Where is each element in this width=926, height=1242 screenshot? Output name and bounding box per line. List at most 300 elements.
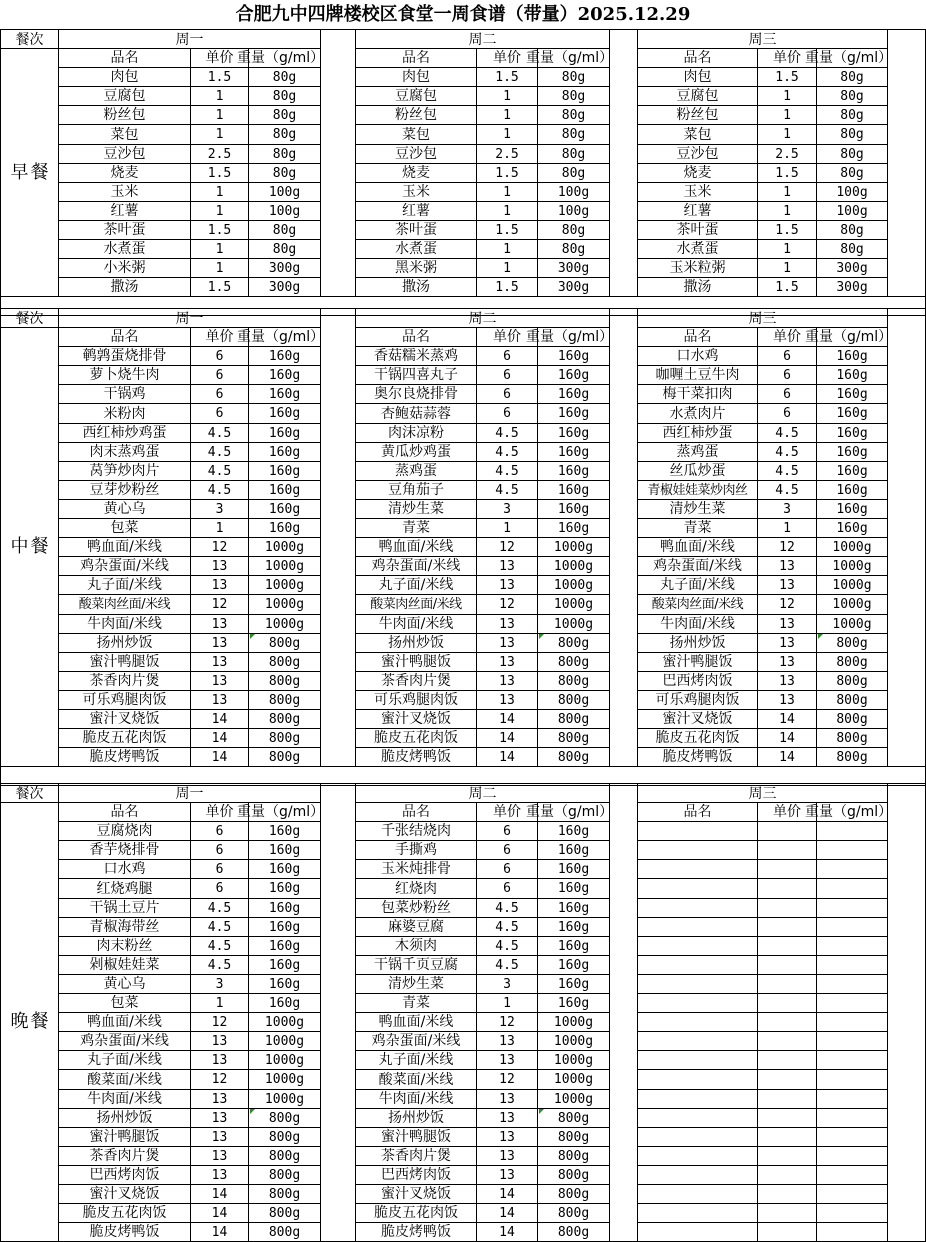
- dish-name: 红薯: [638, 202, 758, 221]
- dish-qty: 1000g: [538, 557, 610, 576]
- dish-name: 粉丝包: [638, 106, 758, 125]
- meal-col-header: 餐次: [0, 308, 59, 328]
- dish-name: [638, 860, 758, 879]
- dish-qty: 80g: [538, 106, 610, 125]
- dish-name: 黄心乌: [59, 975, 191, 994]
- dish-qty: 80g: [538, 164, 610, 183]
- dish-qty: 300g: [817, 259, 888, 278]
- dish-name: 脆皮烤鸭饭: [59, 1223, 191, 1242]
- dish-price: 14: [758, 710, 817, 729]
- dish-name: 鸡杂蛋面/米线: [356, 557, 477, 576]
- dish-name: 丸子面/米线: [356, 1051, 477, 1070]
- dish-qty: 1000g: [249, 1090, 321, 1109]
- dish-price: [758, 1128, 817, 1147]
- dish-name: 蒸鸡蛋: [638, 443, 758, 462]
- dish-qty: 1000g: [249, 1032, 321, 1051]
- dish-qty: 1000g: [249, 1051, 321, 1070]
- dish-qty: 160g: [538, 937, 610, 956]
- dish-qty: 80g: [817, 106, 888, 125]
- dish-price: 13: [477, 1032, 538, 1051]
- dish-price: 13: [758, 634, 817, 653]
- dish-name: 蜜汁鸭腿饭: [59, 653, 191, 672]
- dish-name: 黄心乌: [59, 500, 191, 519]
- dish-qty: 80g: [817, 240, 888, 259]
- dish-qty: [817, 879, 888, 899]
- dish-name: 烧麦: [59, 164, 191, 183]
- dish-price: 13: [758, 576, 817, 595]
- dish-name: 茶叶蛋: [638, 221, 758, 240]
- dish-qty: 100g: [249, 183, 321, 202]
- dish-price: 1: [191, 240, 249, 259]
- dish-price: 13: [477, 557, 538, 576]
- dish-qty: 100g: [538, 202, 610, 221]
- dish-qty: 80g: [249, 145, 321, 164]
- dish-qty: 800g: [817, 748, 888, 767]
- dish-qty: 100g: [249, 202, 321, 221]
- dish-qty: 800g: [538, 1128, 610, 1147]
- dish-qty: 160g: [538, 899, 610, 918]
- dish-qty: 800g: [249, 672, 321, 691]
- dish-name: [638, 1223, 758, 1242]
- dish-price: 4.5: [758, 443, 817, 462]
- day-header: 周三: [638, 308, 888, 328]
- dish-name: 丸子面/米线: [356, 576, 477, 595]
- dish-price: 1: [477, 125, 538, 145]
- dish-price: 1: [758, 519, 817, 538]
- dish-name: 西红柿炒鸡蛋: [59, 424, 191, 443]
- name-header: 品名: [356, 328, 477, 347]
- meal-name-char: 中: [10, 536, 29, 558]
- dish-qty: 800g: [249, 691, 321, 710]
- dish-price: 13: [191, 1147, 249, 1166]
- dish-name: 红薯: [59, 202, 191, 221]
- dish-name: 茶香肉片煲: [59, 1147, 191, 1166]
- dish-price: 12: [477, 1070, 538, 1090]
- dish-name: 蜜汁叉烧饭: [638, 710, 758, 729]
- dish-price: 12: [477, 595, 538, 615]
- dish-qty: 800g: [817, 672, 888, 691]
- dish-price: 12: [758, 595, 817, 615]
- dish-name: 蜜汁叉烧饭: [356, 1185, 477, 1204]
- dish-qty: 100g: [817, 183, 888, 202]
- dish-qty: 80g: [249, 240, 321, 259]
- dish-price: 13: [191, 557, 249, 576]
- dish-price: 1: [477, 519, 538, 538]
- dish-price: 6: [477, 347, 538, 366]
- dish-name: 牛肉面/米线: [356, 1090, 477, 1109]
- dish-price: 14: [477, 710, 538, 729]
- dish-qty: 100g: [538, 183, 610, 202]
- dish-qty: [817, 899, 888, 918]
- dish-price: 13: [477, 1051, 538, 1070]
- dish-name: 牛肉面/米线: [59, 1090, 191, 1109]
- dish-qty: 80g: [538, 68, 610, 87]
- dish-qty: 160g: [249, 860, 321, 879]
- dish-qty: 160g: [249, 519, 321, 538]
- dish-qty: 80g: [249, 106, 321, 125]
- dish-qty: 800g: [538, 1185, 610, 1204]
- dish-price: 14: [758, 729, 817, 748]
- dish-qty: 160g: [249, 879, 321, 899]
- dish-price: 1: [477, 87, 538, 106]
- dish-name: 粉丝包: [59, 106, 191, 125]
- dish-qty: 160g: [538, 500, 610, 519]
- dish-name: 香菇糯米蒸鸡: [356, 347, 477, 366]
- dish-price: [758, 860, 817, 879]
- dish-price: 13: [477, 1166, 538, 1185]
- dish-name: 巴西烤肉饭: [638, 672, 758, 691]
- dish-price: 12: [758, 538, 817, 557]
- dish-price: 6: [191, 822, 249, 841]
- dish-qty: 800g: [538, 691, 610, 710]
- dish-qty: 160g: [817, 366, 888, 385]
- dish-price: 1.5: [477, 68, 538, 87]
- dish-qty: [817, 975, 888, 994]
- dish-qty: 160g: [249, 462, 321, 481]
- dish-name: 口水鸡: [59, 860, 191, 879]
- dish-qty: 160g: [817, 462, 888, 481]
- meal-col-header: 餐次: [0, 29, 59, 49]
- dish-price: 1.5: [191, 68, 249, 87]
- dish-price: 13: [191, 1166, 249, 1185]
- dish-price: 1: [191, 519, 249, 538]
- dish-name: 包菜炒粉丝: [356, 899, 477, 918]
- dish-name: 豆腐包: [59, 87, 191, 106]
- dish-price: [758, 1032, 817, 1051]
- dish-price: 4.5: [477, 481, 538, 500]
- dish-price: 3: [477, 500, 538, 519]
- dish-price: 13: [758, 615, 817, 634]
- dish-name: 香芋烧排骨: [59, 841, 191, 860]
- dish-qty: 800g: [538, 1166, 610, 1185]
- dish-name: 酸菜肉丝面/米线: [59, 595, 191, 615]
- dish-qty: 1000g: [538, 576, 610, 595]
- dish-qty: 80g: [249, 87, 321, 106]
- name-header: 品名: [59, 803, 191, 822]
- dish-price: [758, 1070, 817, 1090]
- dish-name: 脆皮烤鸭饭: [356, 748, 477, 767]
- dish-name: 奥尔良烧排骨: [356, 385, 477, 404]
- price-header: 单价: [477, 803, 538, 822]
- dish-qty: 160g: [249, 956, 321, 975]
- dish-qty: 160g: [249, 841, 321, 860]
- dish-price: 1: [477, 994, 538, 1013]
- dish-name: 蜜汁鸭腿饭: [59, 1128, 191, 1147]
- dish-qty: 300g: [817, 278, 888, 297]
- dish-price: [758, 994, 817, 1013]
- dish-name: [638, 879, 758, 899]
- meal-name-char: 餐: [30, 161, 49, 183]
- dish-qty: 800g: [538, 653, 610, 672]
- dish-qty: 300g: [538, 259, 610, 278]
- dish-name: 蒸鸡蛋: [356, 462, 477, 481]
- dish-qty: 160g: [538, 822, 610, 841]
- dish-name: 莴笋炒肉片: [59, 462, 191, 481]
- dish-price: 14: [191, 710, 249, 729]
- column-spacer: [321, 308, 356, 767]
- dish-price: 1: [758, 125, 817, 145]
- dish-name: 干锅土豆片: [59, 899, 191, 918]
- dish-price: 13: [191, 1032, 249, 1051]
- dish-qty: 160g: [538, 462, 610, 481]
- dish-name: 玉米: [356, 183, 477, 202]
- dish-price: [758, 1051, 817, 1070]
- dish-name: 包菜: [59, 994, 191, 1013]
- column-spacer: [610, 308, 638, 767]
- dish-name: 米粉肉: [59, 404, 191, 424]
- dish-name: 红烧鸡腿: [59, 879, 191, 899]
- dish-qty: 800g: [249, 1128, 321, 1147]
- dish-price: 12: [191, 538, 249, 557]
- dish-name: 蜜汁鸭腿饭: [356, 1128, 477, 1147]
- dish-qty: 80g: [538, 87, 610, 106]
- dish-price: 13: [191, 1109, 249, 1128]
- dish-name: [638, 1185, 758, 1204]
- dish-name: [638, 1090, 758, 1109]
- dish-price: 2.5: [758, 145, 817, 164]
- dish-qty: 160g: [817, 481, 888, 500]
- dish-name: 茶叶蛋: [356, 221, 477, 240]
- dish-price: 1: [191, 259, 249, 278]
- dish-name: 扬州炒饭: [356, 634, 477, 653]
- column-spacer: [888, 308, 926, 767]
- qty-header: 重量（g/ml）: [817, 49, 888, 68]
- dish-qty: 800g: [249, 1223, 321, 1242]
- dish-name: 丸子面/米线: [638, 576, 758, 595]
- dish-price: 6: [477, 366, 538, 385]
- dish-name: 豆腐烧肉: [59, 822, 191, 841]
- dish-name: 鹌鹑蛋烧排骨: [59, 347, 191, 366]
- dish-qty: 800g: [538, 1223, 610, 1242]
- dish-price: 4.5: [191, 424, 249, 443]
- dish-price: [758, 1185, 817, 1204]
- dish-price: 12: [477, 538, 538, 557]
- dish-name: [638, 1128, 758, 1147]
- dish-name: 黑米粥: [356, 259, 477, 278]
- dish-qty: 800g: [538, 672, 610, 691]
- dish-qty: 160g: [538, 918, 610, 937]
- dish-qty: 160g: [538, 481, 610, 500]
- dish-price: 1: [758, 202, 817, 221]
- dish-name: 玉米炖排骨: [356, 860, 477, 879]
- dish-name: 梅干菜扣肉: [638, 385, 758, 404]
- dish-name: 小米粥: [59, 259, 191, 278]
- price-header: 单价: [191, 328, 249, 347]
- dish-qty: 1000g: [817, 576, 888, 595]
- column-spacer: [610, 29, 638, 297]
- dish-name: 扬州炒饭: [59, 1109, 191, 1128]
- dish-price: 1: [758, 106, 817, 125]
- dish-name: 撒汤: [59, 278, 191, 297]
- dish-qty: 800g: [538, 1109, 610, 1128]
- dish-price: 4.5: [477, 918, 538, 937]
- dish-price: 1: [191, 87, 249, 106]
- dish-name: 豆沙包: [356, 145, 477, 164]
- dish-name: 脆皮五花肉饭: [59, 1204, 191, 1223]
- dish-price: 13: [758, 672, 817, 691]
- qty-header: 重量（g/ml）: [538, 803, 610, 822]
- dish-price: 1: [191, 994, 249, 1013]
- dish-qty: 800g: [249, 1147, 321, 1166]
- price-header: 单价: [758, 328, 817, 347]
- dish-price: 14: [191, 1204, 249, 1223]
- dish-name: [638, 1147, 758, 1166]
- dish-price: 13: [191, 634, 249, 653]
- dish-qty: 160g: [249, 385, 321, 404]
- dish-price: 13: [191, 691, 249, 710]
- dish-price: 6: [191, 404, 249, 424]
- dish-qty: 160g: [249, 822, 321, 841]
- dish-name: 脆皮烤鸭饭: [59, 748, 191, 767]
- dish-name: 脆皮五花肉饭: [356, 1204, 477, 1223]
- dish-qty: 80g: [249, 125, 321, 145]
- dish-qty: 800g: [249, 729, 321, 748]
- dish-price: 14: [191, 1223, 249, 1242]
- dish-qty: 1000g: [538, 595, 610, 615]
- dish-qty: 800g: [538, 729, 610, 748]
- dish-name: 可乐鸡腿肉饭: [356, 691, 477, 710]
- dish-name: 蜜汁叉烧饭: [59, 710, 191, 729]
- dish-price: 13: [191, 576, 249, 595]
- dish-name: 包菜: [59, 519, 191, 538]
- dish-price: 1.5: [758, 221, 817, 240]
- dish-price: 6: [758, 366, 817, 385]
- dish-qty: 160g: [817, 443, 888, 462]
- meal-name-2: [0, 803, 59, 1242]
- dish-qty: 1000g: [817, 557, 888, 576]
- day-header: 周一: [59, 308, 321, 328]
- meal-name-1: [0, 328, 59, 767]
- dish-qty: 80g: [817, 145, 888, 164]
- dish-price: 14: [758, 748, 817, 767]
- dish-qty: 800g: [249, 1166, 321, 1185]
- dish-price: 4.5: [477, 899, 538, 918]
- dish-qty: 800g: [249, 748, 321, 767]
- dish-name: 可乐鸡腿肉饭: [59, 691, 191, 710]
- dish-name: 蜜汁叉烧饭: [356, 710, 477, 729]
- dish-price: 4.5: [477, 443, 538, 462]
- dish-price: 12: [191, 1013, 249, 1032]
- dish-name: 豆腐包: [356, 87, 477, 106]
- dish-qty: [817, 1166, 888, 1185]
- dish-name: 肉包: [356, 68, 477, 87]
- dish-name: [638, 899, 758, 918]
- dish-price: [758, 899, 817, 918]
- dish-price: 14: [477, 748, 538, 767]
- dish-price: 6: [191, 385, 249, 404]
- dish-name: 萝卜烧牛肉: [59, 366, 191, 385]
- dish-price: 14: [477, 729, 538, 748]
- dish-name: 剁椒娃娃菜: [59, 956, 191, 975]
- dish-price: [758, 937, 817, 956]
- name-header: 品名: [638, 49, 758, 68]
- meal-name-char: 餐: [30, 536, 49, 558]
- dish-qty: 800g: [249, 1109, 321, 1128]
- dish-name: 茶叶蛋: [59, 221, 191, 240]
- dish-qty: 1000g: [538, 1070, 610, 1090]
- dish-price: 6: [758, 385, 817, 404]
- dish-price: 4.5: [191, 462, 249, 481]
- dish-price: 6: [477, 385, 538, 404]
- dish-name: 酸菜肉丝面/米线: [356, 595, 477, 615]
- dish-name: 巴西烤肉饭: [59, 1166, 191, 1185]
- dish-price: 4.5: [191, 937, 249, 956]
- dish-name: 玉米: [59, 183, 191, 202]
- dish-price: 14: [191, 748, 249, 767]
- dish-qty: 160g: [249, 366, 321, 385]
- dish-qty: 160g: [538, 994, 610, 1013]
- day-header: 周二: [356, 29, 610, 49]
- dish-price: [758, 1109, 817, 1128]
- dish-name: 豆芽炒粉丝: [59, 481, 191, 500]
- price-header: 单价: [758, 803, 817, 822]
- dish-price: 13: [758, 691, 817, 710]
- dish-name: 扬州炒饭: [638, 634, 758, 653]
- dish-price: 13: [758, 557, 817, 576]
- dish-name: 清炒生菜: [638, 500, 758, 519]
- dish-name: 水煮蛋: [59, 240, 191, 259]
- dish-name: 菜包: [59, 125, 191, 145]
- dish-qty: 160g: [538, 860, 610, 879]
- dish-name: 干锅四喜丸子: [356, 366, 477, 385]
- dish-price: 2.5: [477, 145, 538, 164]
- dish-qty: 160g: [817, 404, 888, 424]
- dish-price: 13: [191, 653, 249, 672]
- dish-name: 茶香肉片煲: [59, 672, 191, 691]
- dish-qty: 1000g: [817, 538, 888, 557]
- dish-name: 菜包: [356, 125, 477, 145]
- dish-name: 可乐鸡腿肉饭: [638, 691, 758, 710]
- dish-price: 13: [477, 1147, 538, 1166]
- dish-price: 14: [477, 1185, 538, 1204]
- day-header: 周三: [638, 29, 888, 49]
- dish-name: 蜜汁鸭腿饭: [356, 653, 477, 672]
- dish-qty: 160g: [249, 899, 321, 918]
- dish-qty: 1000g: [249, 538, 321, 557]
- dish-qty: 100g: [817, 202, 888, 221]
- dish-qty: 160g: [538, 404, 610, 424]
- dish-price: [758, 1166, 817, 1185]
- dish-name: 水煮蛋: [356, 240, 477, 259]
- dish-name: 烧麦: [356, 164, 477, 183]
- dish-price: 4.5: [191, 956, 249, 975]
- dish-name: 青椒娃娃菜炒肉丝: [638, 481, 758, 500]
- dish-name: [638, 1070, 758, 1090]
- dish-name: 麻婆豆腐: [356, 918, 477, 937]
- dish-qty: 160g: [249, 404, 321, 424]
- dish-price: 1: [191, 202, 249, 221]
- dish-qty: 300g: [538, 278, 610, 297]
- qty-header: 重量（g/ml）: [249, 328, 321, 347]
- dish-qty: [817, 1185, 888, 1204]
- dish-price: 3: [191, 500, 249, 519]
- dish-qty: [817, 1013, 888, 1032]
- dish-qty: [817, 860, 888, 879]
- dish-price: 13: [191, 615, 249, 634]
- dish-name: 红烧肉: [356, 879, 477, 899]
- dish-qty: 300g: [249, 259, 321, 278]
- dish-price: 6: [758, 404, 817, 424]
- dish-name: 烧麦: [638, 164, 758, 183]
- dish-price: 3: [477, 975, 538, 994]
- dish-price: 4.5: [191, 899, 249, 918]
- dish-qty: [817, 1223, 888, 1242]
- dish-name: [638, 937, 758, 956]
- dish-qty: [817, 1109, 888, 1128]
- dish-qty: 1000g: [538, 1051, 610, 1070]
- day-header: 周二: [356, 783, 610, 803]
- dish-name: 丸子面/米线: [59, 576, 191, 595]
